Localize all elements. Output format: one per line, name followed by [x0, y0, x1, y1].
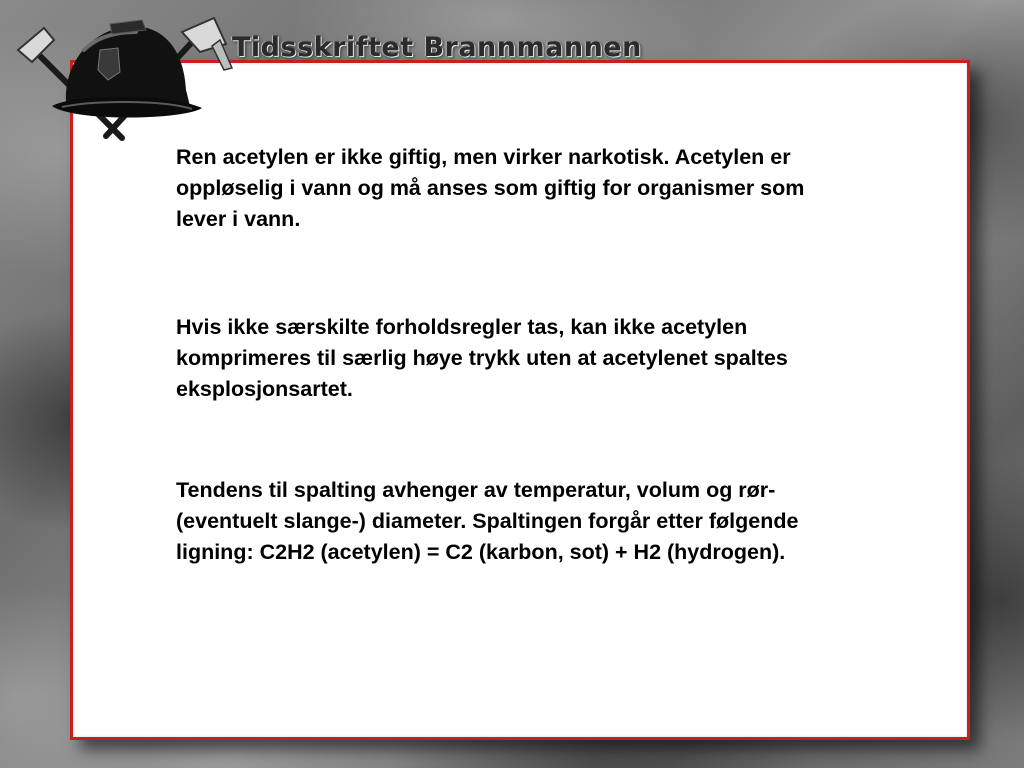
brand-title: Tidsskriftet Brannmannen [232, 32, 642, 63]
paragraph-decomposition: Tendens til spalting avhenger av temperatur, volum og rør- (eventuelt slange-) diameter. Spaltingen forgår etter følgende ligning: C2H2 (acetylen) = C2 (karbon, sot) + H2 (hydrogen). [176, 478, 799, 564]
paragraph-compression: Hvis ikke særskilte forholdsregler tas, kan ikke acetylen komprimeres til særlig høye trykk uten at acetylenet spaltes eksplosjonsartet. [176, 315, 788, 401]
paragraph-toxicity: Ren acetylen er ikke giftig, men virker narkotisk. Acetylen er oppløselig i vann og må anses som giftig for organismer som lever i vann. [176, 145, 805, 231]
firefighter-helmet-logo-icon [14, 10, 234, 145]
